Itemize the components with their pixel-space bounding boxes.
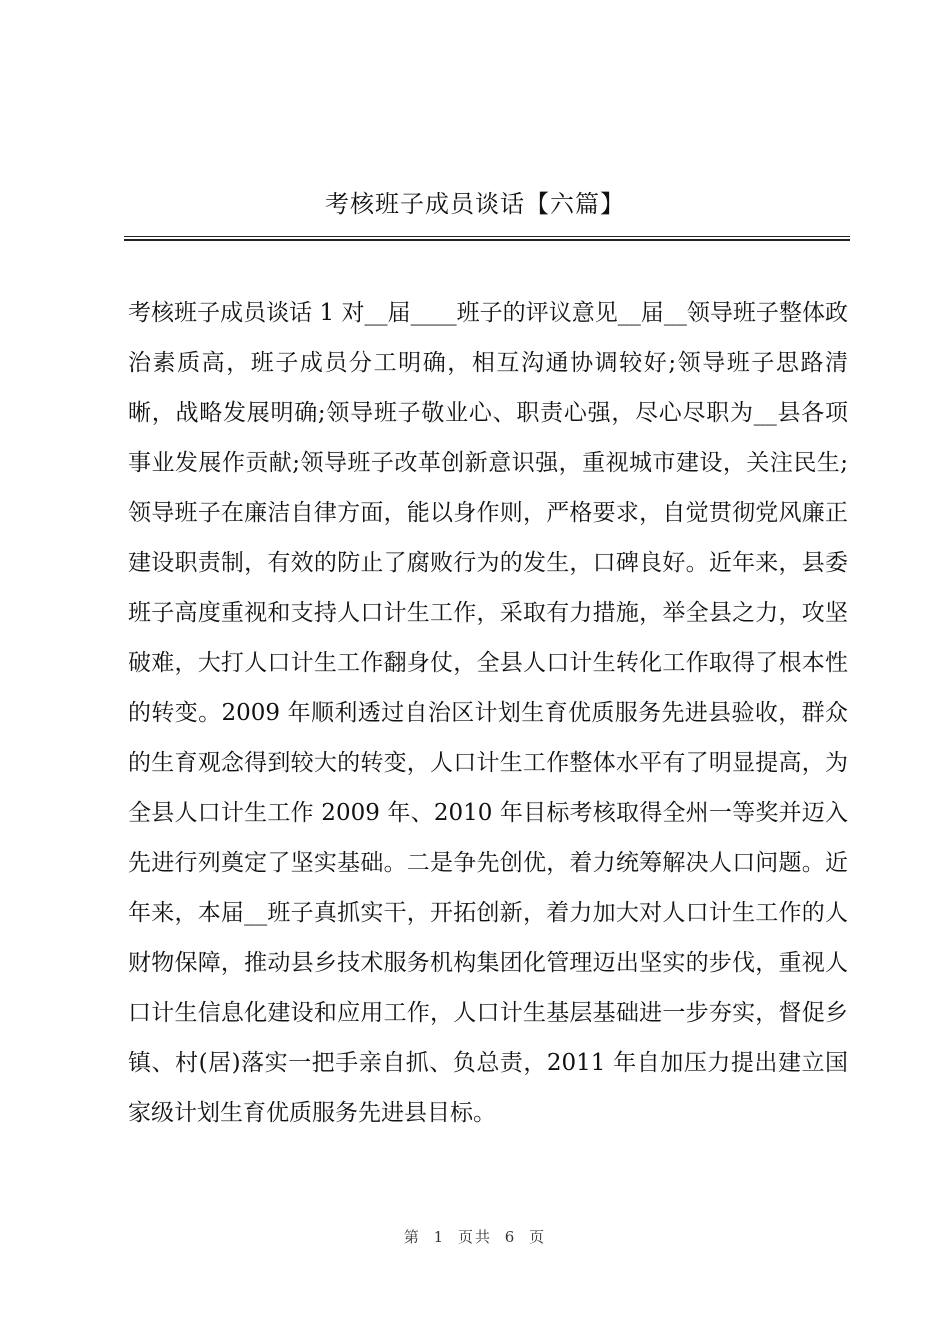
body-paragraph: 考核班子成员谈话 1 对__届____班子的评议意见__届__领导班子整体政治素质高，班子成员分工明确，相互沟通协调较好;领导班子思路清晰，战略发展明确;领导班子敬业心、职责心强，尽心尽职为__县各项事业发展作贡献;领导班子改革创新意识强，重视城市建设，关注民生;领导班子在廉洁自律方面，能以身作则，严格要求，自觉贯彻党风廉正建设职责制，有效的防止了腐败行为的发生，口碑良好。近年来，县委班子高度重视和支持人口计生工作，采取有力措施，举全县之力，攻坚破难，大打人口计生工作翻身仗，全县人口计生转化工作取得了根本性的转变。2009 年顺利透过自治区计划生育优质服务先进县验收，群众的生育观念得到较大的转变，人口计生工作整体水平有了明显提高，为全县人口计生工作 2009 年、2010 年目标考核取得全州一等奖并迈入先进行列奠定了坚实基础。二是争先创优，着力统筹解决人口问题。近年来，本届__班子真抓实干，开拓创新，着力加大对人口计生工作的人财物保障，推动县乡技术服务机构集团化管理迈出坚实的步伐，重视人口计生信息化建设和应用工作，人口计生基层基础进一步夯实，督促乡镇、村(居)落实一把手亲自抓、负总责，2011 年自加压力提出建立国家级计划生育优质服务先进县目标。	[128, 300, 848, 1126]
title-divider-thin	[124, 236, 850, 237]
title-divider-thick	[124, 239, 850, 241]
document-title: 考核班子成员谈话【六篇】	[325, 190, 625, 218]
page-number: 第 1 页共 6 页	[403, 1228, 547, 1246]
